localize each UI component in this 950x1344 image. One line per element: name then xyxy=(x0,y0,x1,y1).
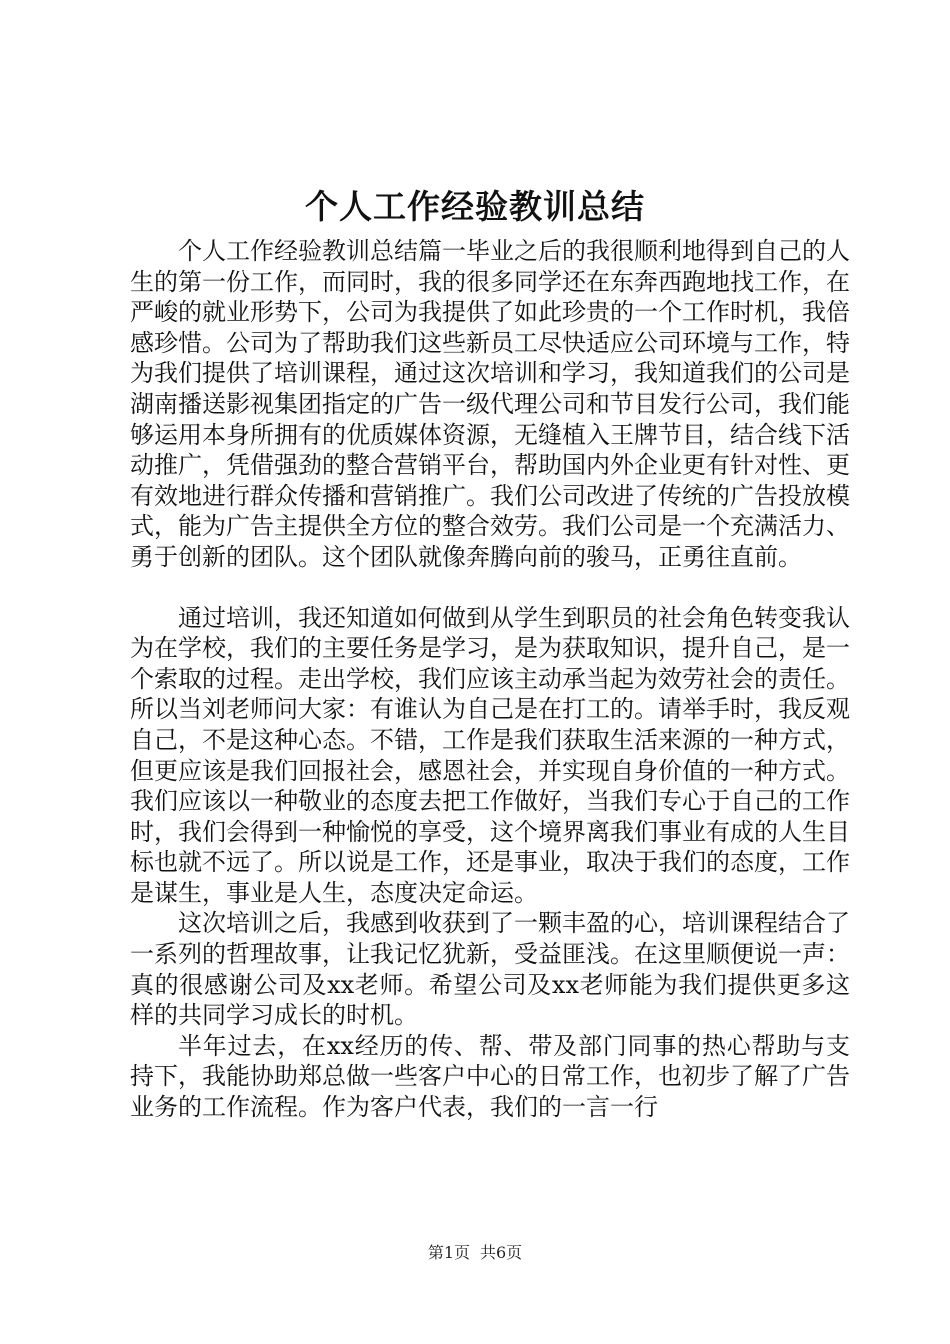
paragraph: 这次培训之后，我感到收获到了一颗丰盈的心，培训课程结合了一系列的哲理故事，让我记忆犹新，受益匪浅。在这里顺便说一声：真的很感谢公司及xx老师。希望公司及xx老师能为我们提供更多这样的共同学习成长的时机。 xyxy=(130,909,850,1030)
page-footer xyxy=(0,1242,950,1264)
paragraph: 半年过去，在xx经历的传、帮、带及部门同事的热心帮助与支持下，我能协助郑总做一些客户中心的日常工作，也初步了解了广告业务的工作流程。作为客户代表，我们的一言一行 xyxy=(130,1031,850,1122)
page-number: 第1页 xyxy=(427,1243,470,1262)
document-title: 个人工作经验教训总结 xyxy=(305,187,645,226)
paragraph: 个人工作经验教训总结篇一毕业之后的我很顺利地得到自己的人生的第一份工作，而同时，我的很多同学还在东奔西跑地找工作，在严峻的就业形势下，公司为我提供了如此珍贵的一个工作时机，我倍感珍惜。公司为了帮助我们这些新员工尽快适应公司环境与工作，特为我们提供了培训课程，通过这次培训和学习，我知道我们的公司是湖南播送影视集团指定的广告一级代理公司和节目发行公司，我们能够运用本身所拥有的优质媒体资源，无缝植入王牌节目，结合线下活动推广，凭借强劲的整合营销平台，帮助国内外企业更有针对性、更有效地进行群众传播和营销推广。我们公司改进了传统的广告投放模式，能为广告主提供全方位的整合效劳。我们公司是一个充满活力、勇于创新的团队。这个团队就像奔腾向前的骏马，正勇往直前。 xyxy=(130,237,850,571)
document-body xyxy=(130,236,850,1123)
page-total: 共6页 xyxy=(480,1243,523,1262)
paragraph: 通过培训，我还知道如何做到从学生到职员的社会角色转变我认为在学校，我们的主要任务是学习，是为获取知识，提升自己，是一个索取的过程。走出学校，我们应该主动承当起为效劳社会的责任。所以当刘老师问大家：有谁认为自己是在打工的。请举手时，我反观自己，不是这种心态。不错，工作是我们获取生活来源的一种方式，但更应该是我们回报社会，感恩社会，并实现自身价值的一种方式。我们应该以一种敬业的态度去把工作做好，当我们专心于自己的工作时，我们会得到一种愉悦的享受，这个境界离我们事业有成的人生目标也就不远了。所以说是工作，还是事业，取决于我们的态度，工作是谋生，事业是人生，态度决定命运。 xyxy=(130,603,850,907)
